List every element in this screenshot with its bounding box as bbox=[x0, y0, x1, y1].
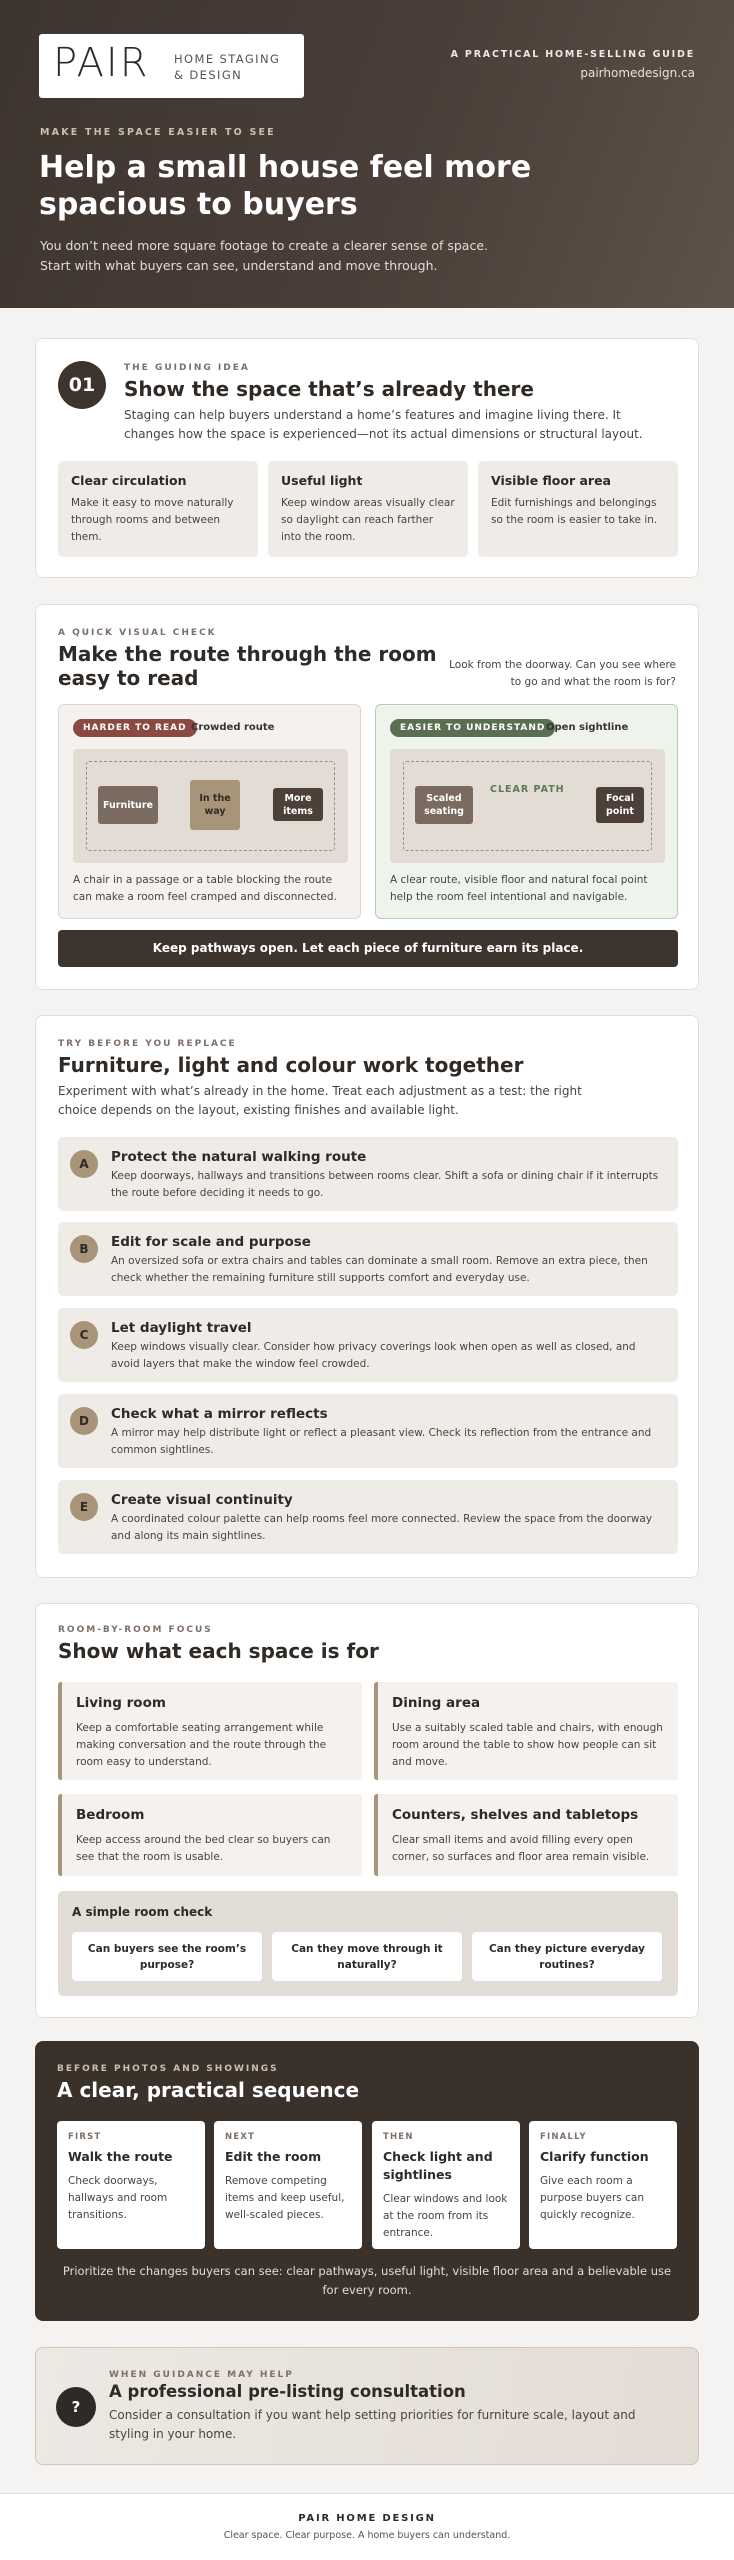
step-body: A mirror may help distribute light or reflect a pleasant view. Check its reflection from the entrance and common sightlines. bbox=[111, 1427, 652, 1456]
tile-body: Make it easy to move naturally through rooms and between them. bbox=[71, 497, 234, 543]
sequence-step-finally bbox=[529, 2121, 677, 2249]
logo-line-2: & DESIGN bbox=[174, 68, 243, 82]
room-check-title: A simple room check bbox=[72, 1905, 213, 1919]
room-diagram-crowded bbox=[73, 749, 348, 863]
sequence-section bbox=[35, 2041, 699, 2321]
easier-to-understand-pill: EASIER TO UNDERSTAND bbox=[390, 719, 555, 737]
guiding-idea-section bbox=[35, 338, 699, 578]
tile-title: Visible floor area bbox=[491, 473, 611, 488]
step-title: Edit for scale and purpose bbox=[111, 1234, 311, 1250]
section-eyebrow: BEFORE PHOTOS AND SHOWINGS bbox=[57, 2064, 279, 2074]
section-eyebrow: TRY BEFORE YOU REPLACE bbox=[58, 1039, 237, 1049]
step-title: Protect the natural walking route bbox=[111, 1149, 367, 1165]
sequence-footer: Prioritize the changes buyers can see: clear pathways, useful light, visible floor area and a believable use for every room. bbox=[62, 2264, 672, 2297]
logo[interactable] bbox=[39, 34, 304, 98]
step-title: Check what a mirror reflects bbox=[111, 1406, 328, 1422]
section-title: A professional pre-listing consultation bbox=[109, 2382, 466, 2401]
room-card-bedroom bbox=[58, 1794, 362, 1876]
page-title bbox=[39, 149, 599, 223]
sequence-body: Clear windows and look at the room from its entrance. bbox=[383, 2193, 508, 2239]
section-title: Show what each space is for bbox=[58, 1639, 379, 1663]
panel-label: Crowded route bbox=[191, 722, 275, 733]
step-title: Create visual continuity bbox=[111, 1492, 293, 1508]
panel-label: Open sightline bbox=[546, 722, 629, 733]
step-badge: D bbox=[70, 1407, 98, 1435]
section-eyebrow: WHEN GUIDANCE MAY HELP bbox=[109, 2370, 294, 2380]
room-card-dining-area bbox=[374, 1682, 678, 1780]
step-badge: E bbox=[70, 1493, 98, 1521]
route-section bbox=[35, 604, 699, 990]
room-card-body: Keep a comfortable seating arrangement while making conversation and the route through the room easy to understand. bbox=[76, 1722, 327, 1768]
step-body: Keep windows visually clear. Consider how privacy coverings look when open as well as closed, and avoid layers that make the window feel crowded. bbox=[111, 1341, 636, 1370]
sequence-tag: FIRST bbox=[68, 2132, 102, 2142]
harder-to-read-pill: HARDER TO READ bbox=[73, 719, 197, 737]
sequence-title: Walk the route bbox=[68, 2149, 173, 2164]
page-footer bbox=[0, 2493, 734, 2560]
scaled-seating-block: Scaled seating bbox=[415, 786, 473, 824]
sequence-step-next bbox=[214, 2121, 362, 2249]
section-body: Staging can help buyers understand a home’s features and imagine living there. It changes how the space is experienced—not its actual dimensions or structural layout. bbox=[124, 408, 643, 441]
focal-point-block: Focal point bbox=[596, 787, 644, 823]
sequence-tag: THEN bbox=[383, 2132, 414, 2142]
section-title: Furniture, light and colour work together bbox=[58, 1053, 524, 1077]
sequence-title: Edit the room bbox=[225, 2149, 322, 2164]
route-aside: Look from the doorway. Can you see where to go and what the room is for? bbox=[449, 659, 676, 688]
step-b bbox=[58, 1222, 678, 1296]
tile-useful-light bbox=[268, 461, 468, 557]
sequence-step-then bbox=[372, 2121, 520, 2249]
room-by-room-section bbox=[35, 1603, 699, 2018]
section-title: A clear, practical sequence bbox=[57, 2078, 360, 2102]
sequence-tag: NEXT bbox=[225, 2132, 256, 2142]
subtitle-line-1: You don’t need more square footage to create a clearer sense of space. bbox=[40, 238, 488, 253]
room-card-counters bbox=[374, 1794, 678, 1876]
tile-title: Clear circulation bbox=[71, 473, 187, 488]
room-diagram-open bbox=[390, 749, 665, 863]
step-c bbox=[58, 1308, 678, 1382]
sequence-tag: FINALLY bbox=[540, 2132, 587, 2142]
room-card-body: Clear small items and avoid filling every open corner, so surfaces and floor area remain visible. bbox=[392, 1834, 650, 1863]
title-line-2: spacious to buyers bbox=[39, 187, 358, 222]
clear-path-label: CLEAR PATH bbox=[490, 784, 565, 795]
step-badge: B bbox=[70, 1235, 98, 1263]
check-question: Can buyers see the room’s purpose? bbox=[72, 1932, 262, 1981]
logo-line-1: HOME STAGING bbox=[174, 52, 281, 66]
crowded-route-panel bbox=[58, 704, 361, 919]
section-eyebrow: A QUICK VISUAL CHECK bbox=[58, 628, 217, 638]
sequence-body: Remove competing items and keep useful, well-scaled pieces. bbox=[225, 2175, 345, 2221]
section-title bbox=[58, 642, 458, 690]
guide-tag: A PRACTICAL HOME-SELLING GUIDE bbox=[450, 49, 695, 60]
check-question: Can they picture everyday routines? bbox=[472, 1932, 662, 1981]
panel-caption: A clear route, visible floor and natural focal point help the room feel intentional and navigable. bbox=[390, 874, 648, 903]
section-eyebrow: THE GUIDING IDEA bbox=[124, 363, 250, 373]
room-card-title: Bedroom bbox=[76, 1807, 145, 1823]
tile-title: Useful light bbox=[281, 473, 363, 488]
tile-visible-floor-area bbox=[478, 461, 678, 557]
room-card-title: Dining area bbox=[392, 1695, 481, 1711]
sequence-title: Check light and sightlines bbox=[383, 2149, 493, 2182]
tile-body: Keep window areas visually clear so daylight can reach farther into the room. bbox=[281, 497, 455, 543]
hero-header bbox=[0, 0, 734, 308]
sequence-body: Give each room a purpose buyers can quickly recognize. bbox=[540, 2175, 644, 2221]
logo-mark: PAIR bbox=[53, 40, 150, 86]
panel-caption: A chair in a passage or a table blocking the route can make a room feel cramped and disconnected. bbox=[73, 874, 337, 903]
consultation-section bbox=[35, 2347, 699, 2465]
section-body: Consider a consultation if you want help setting priorities for furniture scale, layout and styling in your home. bbox=[109, 2408, 636, 2441]
room-card-body: Use a suitably scaled table and chairs, with enough room around the table to show how people can sit and move. bbox=[392, 1722, 663, 1768]
step-body: A coordinated colour palette can help rooms feel more connected. Review the space from the doorway and along its main sightlines. bbox=[111, 1513, 653, 1542]
footer-brand: PAIR HOME DESIGN bbox=[298, 2513, 436, 2524]
step-a bbox=[58, 1137, 678, 1211]
site-link[interactable]: pairhomedesign.ca bbox=[580, 66, 695, 80]
step-title: Let daylight travel bbox=[111, 1320, 252, 1336]
sequence-body: Check doorways, hallways and room transitions. bbox=[68, 2175, 168, 2221]
hero-eyebrow: MAKE THE SPACE EASIER TO SEE bbox=[40, 127, 276, 138]
step-body: Keep doorways, hallways and transitions between rooms clear. Shift a sofa or dining chair if it interrupts the route before deciding it needs to go. bbox=[111, 1170, 659, 1199]
step-badge: A bbox=[70, 1150, 98, 1178]
step-badge: C bbox=[70, 1321, 98, 1349]
check-question: Can they move through it naturally? bbox=[272, 1932, 462, 1981]
open-sightline-panel bbox=[375, 704, 678, 919]
step-body: An oversized sofa or extra chairs and tables can dominate a small room. Remove an extra piece, then check whether the remaining furniture still supports comfort and everyday use. bbox=[111, 1255, 648, 1284]
hero-subtitle bbox=[40, 236, 510, 276]
room-card-body: Keep access around the bed clear so buyers can see that the room is usable. bbox=[76, 1834, 331, 1863]
section-eyebrow: ROOM-BY-ROOM FOCUS bbox=[58, 1625, 213, 1635]
more-items-block: More items bbox=[273, 788, 323, 821]
sequence-title: Clarify function bbox=[540, 2149, 649, 2164]
tile-body: Edit furnishings and belongings so the room is easier to take in. bbox=[491, 497, 658, 526]
pathways-banner: Keep pathways open. Let each piece of furniture earn its place. bbox=[58, 930, 678, 967]
title-line-1: Make the route through the room bbox=[58, 642, 437, 666]
step-e bbox=[58, 1480, 678, 1554]
section-body: Experiment with what’s already in the home. Treat each adjustment as a test: the right choice depends on the layout, existing finishes and available light. bbox=[58, 1084, 582, 1117]
try-before-replace-section bbox=[35, 1015, 699, 1578]
room-check-box bbox=[58, 1891, 678, 1996]
sequence-step-first bbox=[57, 2121, 205, 2249]
room-card-title: Living room bbox=[76, 1695, 166, 1711]
section-number-badge: 01 bbox=[58, 361, 106, 409]
in-the-way-block: In the way bbox=[190, 780, 240, 830]
tile-clear-circulation bbox=[58, 461, 258, 557]
furniture-block: Furniture bbox=[98, 786, 158, 824]
step-d bbox=[58, 1394, 678, 1468]
question-icon: ? bbox=[56, 2387, 96, 2427]
footer-tagline: Clear space. Clear purpose. A home buyers can understand. bbox=[223, 2530, 511, 2541]
subtitle-line-2: Start with what buyers can see, understand and move through. bbox=[40, 258, 438, 273]
section-title: Show the space that’s already there bbox=[124, 377, 534, 401]
logo-text bbox=[174, 51, 280, 83]
title-line-1: Help a small house feel more bbox=[39, 150, 532, 185]
room-card-living-room bbox=[58, 1682, 362, 1780]
room-card-title: Counters, shelves and tabletops bbox=[392, 1807, 639, 1823]
title-line-2: easy to read bbox=[58, 666, 199, 690]
